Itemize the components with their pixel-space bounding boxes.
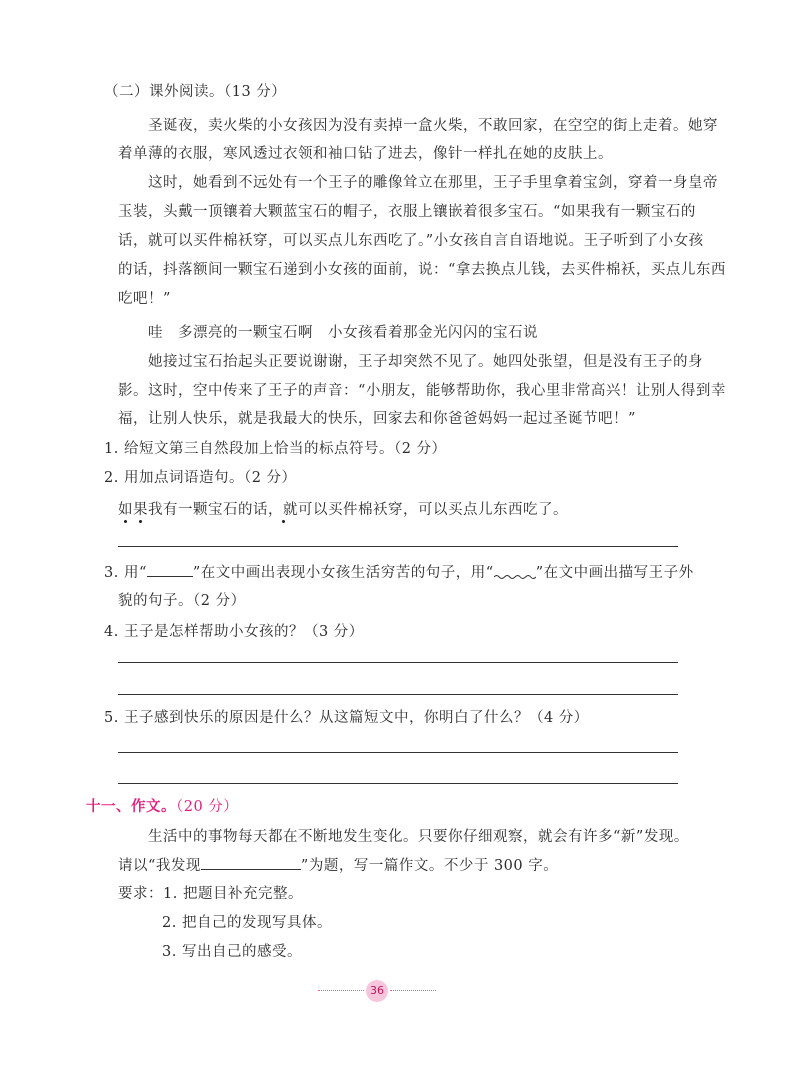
footer-divider-right bbox=[390, 990, 436, 991]
emphasis-dot bbox=[124, 520, 127, 523]
passage-p2-line4: 的话，抖落额间一颗宝石递到小女孩的面前，说：“拿去换点儿钱，去买件棉袄，买点儿东西 bbox=[118, 262, 726, 278]
passage-p2-line5: 吃吧！” bbox=[118, 291, 171, 307]
passage-p4-line2: 影。这时，空中传来了王子的声音：“小朋友，能够帮助你，我心里非常高兴！让别人得到幸 bbox=[118, 383, 726, 399]
emphasis-dot bbox=[282, 520, 285, 523]
answer-line-q5-1[interactable] bbox=[118, 752, 678, 753]
composition-heading bbox=[86, 797, 238, 817]
passage-p2-line2: 玉装，头戴一顶镶着大颗蓝宝石的帽子，衣服上镶嵌着很多宝石。“如果我有一颗宝石的 bbox=[118, 204, 696, 220]
composition-title: 十一、作文。 bbox=[86, 798, 176, 815]
question-2: 2. 用加点词语造句。（2 分） bbox=[104, 470, 297, 486]
answer-line-q4-2[interactable] bbox=[118, 694, 678, 695]
composition-intro-line1: 生活中的事物每天都在不断地发生变化。只要你仔细观察，就会有许多“新”发现。 bbox=[148, 829, 689, 845]
passage-p1-line2: 着单薄的衣服，寒风透过衣领和袖口钻了进去，像针一样扎在她的皮肤上。 bbox=[118, 146, 613, 162]
passage-p2-line3: 话，就可以买件棉袄穿，可以买点儿东西吃了。”小女孩自言自语地说。王子听到了小女孩 bbox=[118, 233, 704, 249]
passage-p4-line1: 她接过宝石抬起头正要说谢谢，王子却突然不见了。她四处张望，但是没有王子的身 bbox=[148, 354, 703, 370]
emphasis-dot bbox=[139, 520, 142, 523]
question-3-line2: 貌的句子。（2 分） bbox=[118, 593, 246, 609]
section-title: （二）课外阅读。（13 分） bbox=[104, 84, 287, 100]
passage-p4-line3: 福，让别人快乐，就是我最大的快乐，回家去和你爸爸妈妈一起过圣诞节吧！” bbox=[118, 411, 636, 427]
question-3-part-b: ”在文中画出表现小女孩生活穷苦的句子，用“ bbox=[192, 565, 494, 581]
answer-line-q4-1[interactable] bbox=[118, 662, 678, 663]
passage-p2-line1: 这时，她看到不远处有一个王子的雕像耸立在那里，王子手里拿着宝剑，穿着一身皇帝 bbox=[148, 175, 718, 191]
requirement-3: 3. 写出自己的感受。 bbox=[162, 944, 302, 960]
composition-req-1 bbox=[118, 884, 303, 904]
composition-score: （20 分） bbox=[176, 799, 239, 815]
footer-divider-left bbox=[318, 990, 364, 991]
title-blank[interactable] bbox=[201, 855, 301, 870]
question-3-line1 bbox=[104, 562, 694, 583]
composition-intro-line2 bbox=[118, 855, 558, 876]
composition-intro-part-a: 请以“我发现 bbox=[118, 858, 201, 874]
question-2-sentence: 如果我有一颗宝石的话，就可以买件棉袄穿，可以买点儿东西吃了。 bbox=[118, 502, 568, 518]
straight-underline-symbol bbox=[147, 562, 193, 577]
question-1: 1. 给短文第三自然段加上恰当的标点符号。（2 分） bbox=[104, 441, 447, 457]
passage-p1-line1: 圣诞夜，卖火柴的小女孩因为没有卖掉一盒火柴，不敢回家，在空空的街上走着。她穿 bbox=[148, 118, 718, 134]
composition-intro-part-b: ”为题，写一篇作文。不少于 300 字。 bbox=[300, 858, 559, 874]
answer-line-q5-2[interactable] bbox=[118, 783, 678, 784]
passage-p3-line1: 哇 多漂亮的一颗宝石啊 小女孩看着那金光闪闪的宝石说 bbox=[148, 325, 538, 341]
requirement-1: 1. 把题目补充完整。 bbox=[163, 886, 303, 902]
requirements-label: 要求： bbox=[118, 886, 163, 902]
requirement-2: 2. 把自己的发现写具体。 bbox=[162, 915, 332, 931]
question-3-part-a: 3. 用“ bbox=[104, 565, 147, 581]
question-3-part-c: ”在文中画出描写王子外 bbox=[535, 565, 694, 581]
answer-line-q2[interactable] bbox=[118, 546, 678, 547]
page-number: 36 bbox=[366, 980, 388, 1002]
question-5: 5. 王子感到快乐的原因是什么？从这篇短文中，你明白了什么？（4 分） bbox=[104, 710, 589, 726]
wavy-underline-symbol bbox=[494, 563, 536, 577]
question-4: 4. 王子是怎样帮助小女孩的？（3 分） bbox=[104, 624, 364, 640]
